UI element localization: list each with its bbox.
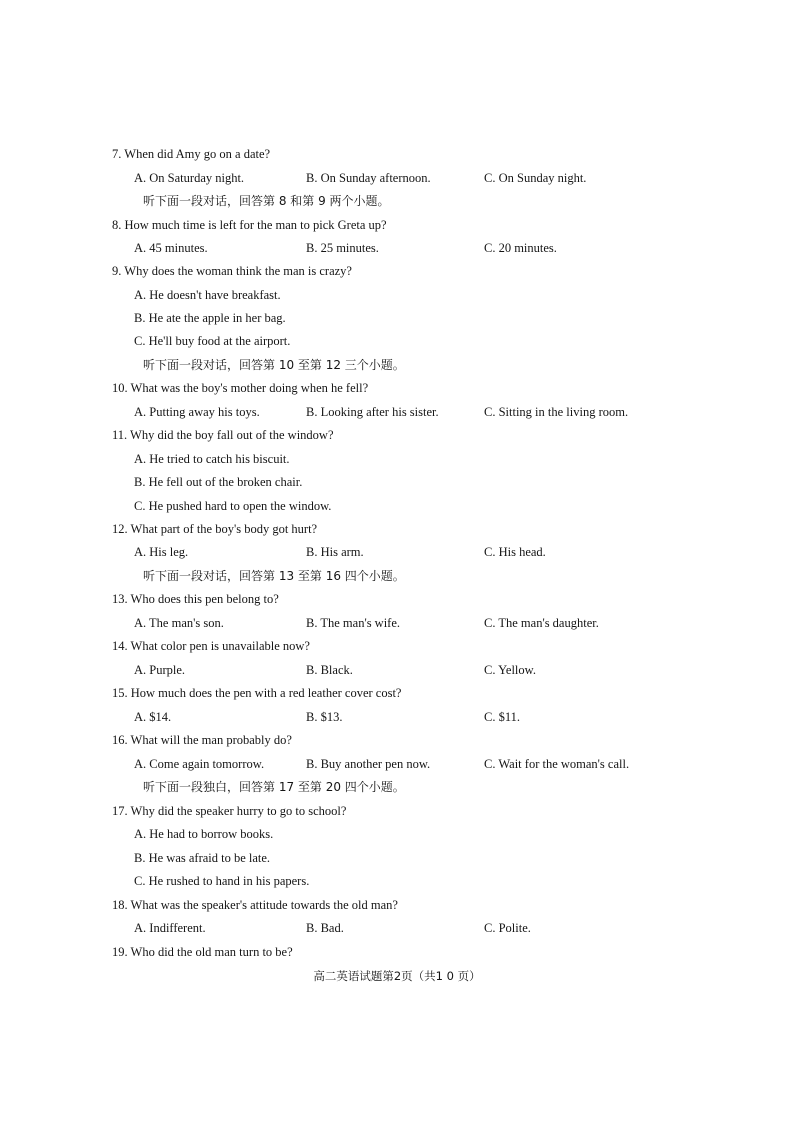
question-8-option-c: C. 20 minutes. bbox=[484, 241, 557, 255]
question-17-stem: 17. Why did the speaker hurry to go to school? bbox=[112, 804, 347, 818]
question-17-option-c: C. He rushed to hand in his papers. bbox=[134, 874, 310, 888]
question-9-stem: 9. Why does the woman think the man is crazy? bbox=[112, 264, 352, 278]
question-14-stem: 14. What color pen is unavailable now? bbox=[112, 639, 310, 653]
question-18-option-b: B. Bad. bbox=[306, 921, 344, 935]
question-16-option-a: A. Come again tomorrow. bbox=[134, 757, 265, 771]
listening-direction-1: 听下面一段对话，回答第 8 和第 9 两个小题。 bbox=[143, 194, 390, 208]
question-18-stem: 18. What was the speaker's attitude towards the old man? bbox=[112, 898, 398, 912]
question-9-option-a: A. He doesn't have breakfast. bbox=[134, 288, 281, 302]
question-9-option-c: C. He'll buy food at the airport. bbox=[134, 334, 291, 348]
listening-direction-2: 听下面一段对话，回答第 10 至第 12 三个小题。 bbox=[143, 358, 405, 372]
question-12-stem: 12. What part of the boy's body got hurt? bbox=[112, 522, 318, 536]
question-8-option-b: B. 25 minutes. bbox=[306, 241, 379, 255]
question-10-option-b: B. Looking after his sister. bbox=[306, 405, 439, 419]
question-15-option-c: C. $11. bbox=[484, 710, 520, 724]
listening-direction-4: 听下面一段独白，回答第 17 至第 20 四个小题。 bbox=[143, 780, 405, 794]
question-15-option-b: B. $13. bbox=[306, 710, 343, 724]
question-17-option-b: B. He was afraid to be late. bbox=[134, 851, 271, 865]
question-12-option-b: B. His arm. bbox=[306, 545, 364, 559]
question-18-option-c: C. Polite. bbox=[484, 921, 531, 935]
question-11-option-c: C. He pushed hard to open the window. bbox=[134, 499, 332, 513]
question-8-stem: 8. How much time is left for the man to pick Greta up? bbox=[112, 218, 387, 232]
question-19-stem: 19. Who did the old man turn to be? bbox=[112, 945, 293, 959]
question-7-option-c: C. On Sunday night. bbox=[484, 171, 587, 185]
question-10-stem: 10. What was the boy's mother doing when he fell? bbox=[112, 381, 369, 395]
question-11-stem: 11. Why did the boy fall out of the window? bbox=[112, 428, 334, 442]
question-7-option-a: A. On Saturday night. bbox=[134, 171, 245, 185]
question-14-option-a: A. Purple. bbox=[134, 663, 186, 677]
question-10-option-a: A. Putting away his toys. bbox=[134, 405, 260, 419]
question-14-option-b: B. Black. bbox=[306, 663, 353, 677]
question-12-option-c: C. His head. bbox=[484, 545, 546, 559]
listening-direction-3: 听下面一段对话，回答第 13 至第 16 四个小题。 bbox=[143, 569, 405, 583]
question-14-option-c: C. Yellow. bbox=[484, 663, 536, 677]
question-15-stem: 15. How much does the pen with a red leather cover cost? bbox=[112, 686, 402, 700]
question-13-stem: 13. Who does this pen belong to? bbox=[112, 592, 279, 606]
question-16-stem: 16. What will the man probably do? bbox=[112, 733, 292, 747]
question-7-stem: 7. When did Amy go on a date? bbox=[112, 147, 271, 161]
question-15-option-a: A. $14. bbox=[134, 710, 172, 724]
question-13-option-c: C. The man's daughter. bbox=[484, 616, 599, 630]
question-18-option-a: A. Indifferent. bbox=[134, 921, 206, 935]
question-17-option-a: A. He had to borrow books. bbox=[134, 827, 274, 841]
question-7-option-b: B. On Sunday afternoon. bbox=[306, 171, 431, 185]
question-16-option-c: C. Wait for the woman's call. bbox=[484, 757, 630, 771]
question-12-option-a: A. His leg. bbox=[134, 545, 189, 559]
question-13-option-a: A. The man's son. bbox=[134, 616, 224, 630]
question-10-option-c: C. Sitting in the living room. bbox=[484, 405, 629, 419]
question-9-option-b: B. He ate the apple in her bag. bbox=[134, 311, 286, 325]
page-footer: 高二英语试题第2页（共1 0 页） bbox=[313, 969, 481, 983]
question-8-option-a: A. 45 minutes. bbox=[134, 241, 208, 255]
question-13-option-b: B. The man's wife. bbox=[306, 616, 401, 630]
question-11-option-b: B. He fell out of the broken chair. bbox=[134, 475, 303, 489]
question-16-option-b: B. Buy another pen now. bbox=[306, 757, 431, 771]
question-11-option-a: A. He tried to catch his biscuit. bbox=[134, 452, 290, 466]
